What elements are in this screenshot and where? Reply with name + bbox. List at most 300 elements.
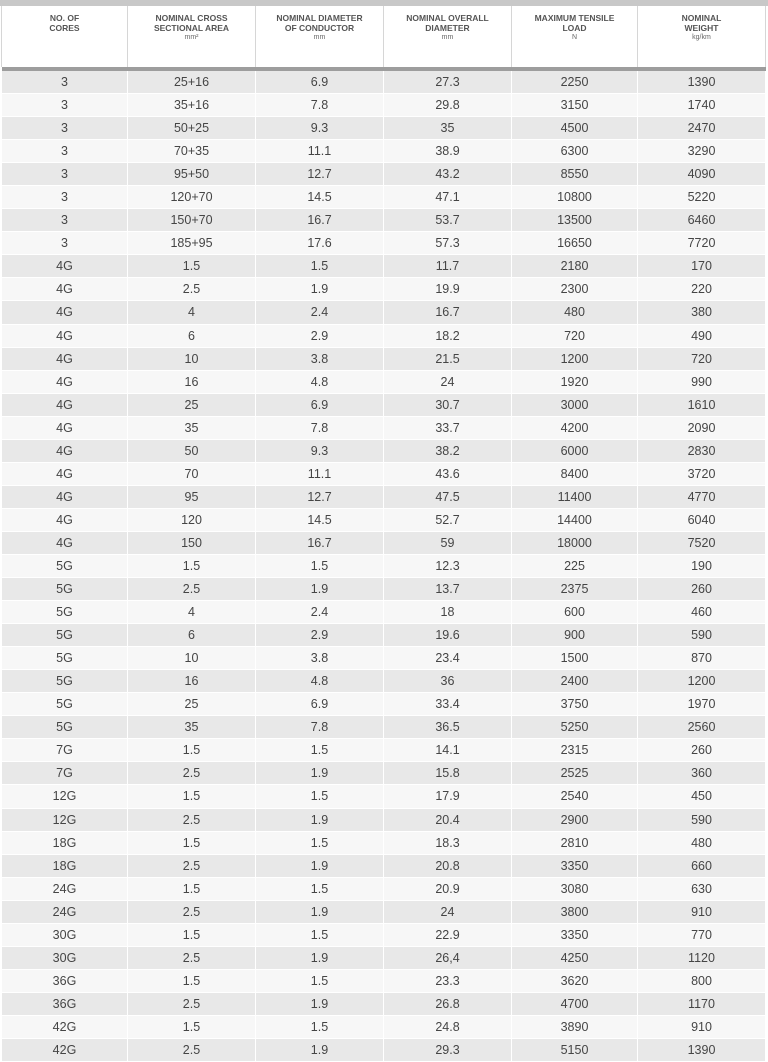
cell-conductor-diameter: 7.8: [256, 94, 384, 117]
cell-cross-section: 70: [128, 462, 256, 485]
cell-conductor-diameter: 14.5: [256, 186, 384, 209]
cell-cores: 5G: [2, 578, 128, 601]
cell-cross-section: 16: [128, 670, 256, 693]
cell-cross-section: 25: [128, 393, 256, 416]
cell-cores: 18G: [2, 831, 128, 854]
cell-conductor-diameter: 2.9: [256, 624, 384, 647]
cell-weight: 190: [638, 554, 766, 577]
cell-cores: 4G: [2, 301, 128, 324]
cell-overall-diameter: 36: [384, 670, 512, 693]
cell-weight: 590: [638, 808, 766, 831]
cell-cross-section: 1.5: [128, 554, 256, 577]
cell-cores: 3: [2, 232, 128, 255]
cell-cores: 7G: [2, 762, 128, 785]
cell-tensile-load: 1200: [512, 347, 638, 370]
cell-tensile-load: 3890: [512, 1015, 638, 1038]
cell-cores: 4G: [2, 439, 128, 462]
cell-weight: 6040: [638, 508, 766, 531]
cell-weight: 4090: [638, 163, 766, 186]
cell-tensile-load: 10800: [512, 186, 638, 209]
cell-overall-diameter: 43.6: [384, 462, 512, 485]
cell-cores: 7G: [2, 739, 128, 762]
cell-cores: 5G: [2, 670, 128, 693]
cell-conductor-diameter: 1.5: [256, 831, 384, 854]
cell-weight: 450: [638, 785, 766, 808]
cell-tensile-load: 3800: [512, 900, 638, 923]
header-overall-diameter: NOMINAL OVERALL DIAMETER mm: [384, 6, 512, 67]
cell-cross-section: 185+95: [128, 232, 256, 255]
cell-cross-section: 1.5: [128, 877, 256, 900]
cell-overall-diameter: 21.5: [384, 347, 512, 370]
cell-conductor-diameter: 1.9: [256, 578, 384, 601]
cell-weight: 3290: [638, 140, 766, 163]
cell-tensile-load: 3350: [512, 854, 638, 877]
cell-weight: 660: [638, 854, 766, 877]
cell-cross-section: 25: [128, 693, 256, 716]
cell-cores: 3: [2, 94, 128, 117]
cell-cores: 5G: [2, 693, 128, 716]
cell-weight: 360: [638, 762, 766, 785]
cell-cores: 4G: [2, 508, 128, 531]
cell-overall-diameter: 20.9: [384, 877, 512, 900]
cell-tensile-load: 225: [512, 554, 638, 577]
cell-cores: 5G: [2, 647, 128, 670]
cell-conductor-diameter: 1.9: [256, 992, 384, 1015]
cell-conductor-diameter: 4.8: [256, 370, 384, 393]
cell-tensile-load: 14400: [512, 508, 638, 531]
cell-tensile-load: 2180: [512, 255, 638, 278]
cell-weight: 1120: [638, 946, 766, 969]
cell-cross-section: 4: [128, 301, 256, 324]
cell-cross-section: 16: [128, 370, 256, 393]
cell-weight: 2470: [638, 117, 766, 140]
cell-cross-section: 2.5: [128, 578, 256, 601]
cell-conductor-diameter: 1.9: [256, 278, 384, 301]
cell-tensile-load: 4500: [512, 117, 638, 140]
cell-weight: 380: [638, 301, 766, 324]
cell-conductor-diameter: 1.5: [256, 969, 384, 992]
cell-conductor-diameter: 1.9: [256, 1038, 384, 1061]
table-row: [2, 255, 766, 278]
cell-cross-section: 2.5: [128, 808, 256, 831]
table-row: [2, 1038, 766, 1061]
table-row: [2, 370, 766, 393]
cell-conductor-diameter: 9.3: [256, 439, 384, 462]
cell-tensile-load: 2375: [512, 578, 638, 601]
cell-cores: 3: [2, 186, 128, 209]
cell-tensile-load: 8550: [512, 163, 638, 186]
cell-overall-diameter: 26.8: [384, 992, 512, 1015]
cell-cross-section: 1.5: [128, 1015, 256, 1038]
table-row: [2, 969, 766, 992]
cell-weight: 490: [638, 324, 766, 347]
cell-overall-diameter: 35: [384, 117, 512, 140]
cell-conductor-diameter: 1.9: [256, 900, 384, 923]
cell-tensile-load: 4700: [512, 992, 638, 1015]
cell-tensile-load: 3750: [512, 693, 638, 716]
cell-cores: 4G: [2, 324, 128, 347]
table-row: [2, 186, 766, 209]
cell-weight: 7520: [638, 531, 766, 554]
cell-overall-diameter: 18.3: [384, 831, 512, 854]
cell-conductor-diameter: 2.4: [256, 601, 384, 624]
table-row: [2, 762, 766, 785]
cell-conductor-diameter: 1.5: [256, 554, 384, 577]
cell-overall-diameter: 59: [384, 531, 512, 554]
cell-weight: 1170: [638, 992, 766, 1015]
table-row: [2, 877, 766, 900]
cell-overall-diameter: 24: [384, 900, 512, 923]
cell-conductor-diameter: 3.8: [256, 347, 384, 370]
cell-cross-section: 10: [128, 347, 256, 370]
cell-cores: 4G: [2, 278, 128, 301]
cell-cores: 36G: [2, 992, 128, 1015]
cell-tensile-load: 900: [512, 624, 638, 647]
cell-overall-diameter: 29.8: [384, 94, 512, 117]
cell-cross-section: 50+25: [128, 117, 256, 140]
table-row: [2, 278, 766, 301]
header-no-of-cores: NO. OF CORES: [2, 6, 128, 67]
cell-conductor-diameter: 6.9: [256, 693, 384, 716]
cell-conductor-diameter: 1.5: [256, 255, 384, 278]
cell-overall-diameter: 38.2: [384, 439, 512, 462]
cell-tensile-load: 6300: [512, 140, 638, 163]
table-row: [2, 831, 766, 854]
cell-cross-section: 70+35: [128, 140, 256, 163]
table-row: [2, 923, 766, 946]
cell-conductor-diameter: 9.3: [256, 117, 384, 140]
cell-conductor-diameter: 1.5: [256, 785, 384, 808]
cable-spec-table: [1, 6, 766, 1062]
cell-cross-section: 2.5: [128, 854, 256, 877]
cell-overall-diameter: 16.7: [384, 301, 512, 324]
cell-tensile-load: 4250: [512, 946, 638, 969]
table-row: [2, 71, 766, 94]
cell-overall-diameter: 20.8: [384, 854, 512, 877]
cell-conductor-diameter: 1.5: [256, 923, 384, 946]
cell-cores: 12G: [2, 808, 128, 831]
cell-cross-section: 6: [128, 624, 256, 647]
cell-cross-section: 1.5: [128, 923, 256, 946]
cell-tensile-load: 2810: [512, 831, 638, 854]
table-row: [2, 670, 766, 693]
table-header: [2, 6, 766, 71]
cell-tensile-load: 2250: [512, 71, 638, 94]
cell-tensile-load: 5150: [512, 1038, 638, 1061]
table-row: [2, 1015, 766, 1038]
cell-conductor-diameter: 3.8: [256, 647, 384, 670]
cell-conductor-diameter: 1.5: [256, 877, 384, 900]
cell-weight: 720: [638, 347, 766, 370]
cell-cores: 30G: [2, 946, 128, 969]
unit-label: mm: [441, 34, 454, 41]
cell-conductor-diameter: 1.9: [256, 946, 384, 969]
cell-cross-section: 35+16: [128, 94, 256, 117]
table-row: [2, 554, 766, 577]
table-row: [2, 601, 766, 624]
cell-tensile-load: 480: [512, 301, 638, 324]
table-row: [2, 624, 766, 647]
cell-cross-section: 150+70: [128, 209, 256, 232]
cell-cross-section: 120+70: [128, 186, 256, 209]
cell-conductor-diameter: 12.7: [256, 485, 384, 508]
cell-weight: 7720: [638, 232, 766, 255]
cell-weight: 260: [638, 578, 766, 601]
cell-conductor-diameter: 1.5: [256, 739, 384, 762]
table-row: [2, 117, 766, 140]
cell-weight: 260: [638, 739, 766, 762]
cell-weight: 170: [638, 255, 766, 278]
header-conductor-diameter: NOMINAL DIAMETER OF CONDUCTOR mm: [256, 6, 384, 67]
cell-cores: 5G: [2, 601, 128, 624]
cell-tensile-load: 2540: [512, 785, 638, 808]
cell-overall-diameter: 18.2: [384, 324, 512, 347]
table-row: [2, 462, 766, 485]
cell-tensile-load: 3150: [512, 94, 638, 117]
cell-overall-diameter: 12.3: [384, 554, 512, 577]
cell-cross-section: 95+50: [128, 163, 256, 186]
cell-cores: 4G: [2, 531, 128, 554]
cell-tensile-load: 3000: [512, 393, 638, 416]
cell-tensile-load: 1500: [512, 647, 638, 670]
unit-label: N: [571, 34, 578, 41]
cell-overall-diameter: 47.5: [384, 485, 512, 508]
table-row: [2, 808, 766, 831]
cell-tensile-load: 8400: [512, 462, 638, 485]
cell-cores: 5G: [2, 554, 128, 577]
cell-weight: 910: [638, 1015, 766, 1038]
cell-cores: 3: [2, 71, 128, 94]
cell-cores: 4G: [2, 255, 128, 278]
cell-conductor-diameter: 11.1: [256, 140, 384, 163]
cell-overall-diameter: 24.8: [384, 1015, 512, 1038]
cell-overall-diameter: 13.7: [384, 578, 512, 601]
cell-cross-section: 2.5: [128, 278, 256, 301]
cell-weight: 5220: [638, 186, 766, 209]
table-row: [2, 439, 766, 462]
cell-tensile-load: 2300: [512, 278, 638, 301]
unit-label: mm²: [184, 34, 199, 41]
cell-cores: 3: [2, 163, 128, 186]
table-row: [2, 140, 766, 163]
cell-tensile-load: 3350: [512, 923, 638, 946]
cell-conductor-diameter: 2.4: [256, 301, 384, 324]
cell-overall-diameter: 19.9: [384, 278, 512, 301]
cell-weight: 590: [638, 624, 766, 647]
cell-cores: 42G: [2, 1015, 128, 1038]
cell-weight: 4770: [638, 485, 766, 508]
cell-conductor-diameter: 1.9: [256, 854, 384, 877]
cell-overall-diameter: 47.1: [384, 186, 512, 209]
table-row: [2, 416, 766, 439]
table-row: [2, 209, 766, 232]
cell-weight: 630: [638, 877, 766, 900]
table-row: [2, 647, 766, 670]
cell-cores: 3: [2, 117, 128, 140]
table-row: [2, 578, 766, 601]
table-body: [2, 71, 766, 1062]
cell-tensile-load: 2315: [512, 739, 638, 762]
cell-cores: 4G: [2, 347, 128, 370]
cell-weight: 480: [638, 831, 766, 854]
cell-cross-section: 1.5: [128, 831, 256, 854]
unit-label: kg/km: [692, 34, 711, 41]
cell-conductor-diameter: 1.5: [256, 1015, 384, 1038]
cell-cores: 5G: [2, 716, 128, 739]
cell-conductor-diameter: 4.8: [256, 670, 384, 693]
table-row: [2, 393, 766, 416]
table-row: [2, 785, 766, 808]
table-row: [2, 716, 766, 739]
table-row: [2, 94, 766, 117]
cell-weight: 1970: [638, 693, 766, 716]
cell-overall-diameter: 38.9: [384, 140, 512, 163]
cell-conductor-diameter: 1.9: [256, 808, 384, 831]
cell-tensile-load: 2900: [512, 808, 638, 831]
cell-conductor-diameter: 6.9: [256, 393, 384, 416]
cell-cores: 3: [2, 140, 128, 163]
cell-tensile-load: 2400: [512, 670, 638, 693]
table-row: [2, 324, 766, 347]
cell-overall-diameter: 36.5: [384, 716, 512, 739]
cell-cores: 36G: [2, 969, 128, 992]
cell-cross-section: 35: [128, 716, 256, 739]
cell-conductor-diameter: 1.9: [256, 762, 384, 785]
cell-weight: 1200: [638, 670, 766, 693]
cell-cores: 5G: [2, 624, 128, 647]
header-max-tensile-load: MAXIMUM TENSILE LOAD N: [512, 6, 638, 67]
cell-overall-diameter: 53.7: [384, 209, 512, 232]
cell-overall-diameter: 23.4: [384, 647, 512, 670]
cell-weight: 2830: [638, 439, 766, 462]
cell-tensile-load: 6000: [512, 439, 638, 462]
cell-weight: 2090: [638, 416, 766, 439]
cell-tensile-load: 3620: [512, 969, 638, 992]
cell-conductor-diameter: 14.5: [256, 508, 384, 531]
cell-overall-diameter: 19.6: [384, 624, 512, 647]
cell-cores: 24G: [2, 900, 128, 923]
cell-weight: 460: [638, 601, 766, 624]
cell-cross-section: 2.5: [128, 762, 256, 785]
cell-overall-diameter: 18: [384, 601, 512, 624]
cell-overall-diameter: 17.9: [384, 785, 512, 808]
cell-conductor-diameter: 17.6: [256, 232, 384, 255]
cell-cross-section: 35: [128, 416, 256, 439]
table-row: [2, 992, 766, 1015]
cell-conductor-diameter: 16.7: [256, 531, 384, 554]
cell-overall-diameter: 29.3: [384, 1038, 512, 1061]
header-cross-sectional-area: NOMINAL CROSS SECTIONAL AREA mm²: [128, 6, 256, 67]
cell-overall-diameter: 27.3: [384, 71, 512, 94]
cell-conductor-diameter: 2.9: [256, 324, 384, 347]
cell-overall-diameter: 20.4: [384, 808, 512, 831]
table-row: [2, 347, 766, 370]
cell-weight: 910: [638, 900, 766, 923]
cell-weight: 220: [638, 278, 766, 301]
cell-conductor-diameter: 16.7: [256, 209, 384, 232]
cell-cross-section: 1.5: [128, 785, 256, 808]
cell-conductor-diameter: 12.7: [256, 163, 384, 186]
cell-overall-diameter: 33.4: [384, 693, 512, 716]
cell-cores: 12G: [2, 785, 128, 808]
cell-cross-section: 6: [128, 324, 256, 347]
cell-cores: 4G: [2, 485, 128, 508]
cell-cross-section: 120: [128, 508, 256, 531]
table-row: [2, 946, 766, 969]
table-row: [2, 739, 766, 762]
cell-tensile-load: 1920: [512, 370, 638, 393]
cell-overall-diameter: 14.1: [384, 739, 512, 762]
cell-overall-diameter: 11.7: [384, 255, 512, 278]
cell-conductor-diameter: 6.9: [256, 71, 384, 94]
table-row: [2, 301, 766, 324]
cell-cross-section: 25+16: [128, 71, 256, 94]
cell-conductor-diameter: 11.1: [256, 462, 384, 485]
cell-weight: 2560: [638, 716, 766, 739]
cell-cross-section: 1.5: [128, 255, 256, 278]
cell-overall-diameter: 33.7: [384, 416, 512, 439]
table-row: [2, 900, 766, 923]
cell-overall-diameter: 22.9: [384, 923, 512, 946]
cell-cores: 4G: [2, 462, 128, 485]
cell-cores: 30G: [2, 923, 128, 946]
cell-weight: 6460: [638, 209, 766, 232]
cell-weight: 1740: [638, 94, 766, 117]
cell-overall-diameter: 57.3: [384, 232, 512, 255]
cell-tensile-load: 18000: [512, 531, 638, 554]
cell-tensile-load: 11400: [512, 485, 638, 508]
cell-weight: 800: [638, 969, 766, 992]
cell-conductor-diameter: 7.8: [256, 416, 384, 439]
unit-label: mm: [313, 34, 326, 41]
cell-tensile-load: 5250: [512, 716, 638, 739]
table-row: [2, 693, 766, 716]
table-row: [2, 508, 766, 531]
cell-cross-section: 1.5: [128, 969, 256, 992]
cell-overall-diameter: 23.3: [384, 969, 512, 992]
cell-overall-diameter: 24: [384, 370, 512, 393]
cell-cross-section: 2.5: [128, 900, 256, 923]
cell-cross-section: 2.5: [128, 946, 256, 969]
cell-cross-section: 50: [128, 439, 256, 462]
cell-overall-diameter: 15.8: [384, 762, 512, 785]
table-row: [2, 232, 766, 255]
cell-overall-diameter: 43.2: [384, 163, 512, 186]
table-row: [2, 485, 766, 508]
cell-cross-section: 2.5: [128, 992, 256, 1015]
cell-overall-diameter: 26,4: [384, 946, 512, 969]
cell-conductor-diameter: 7.8: [256, 716, 384, 739]
header-nominal-weight: NOMINAL WEIGHT kg/km: [638, 6, 766, 67]
cell-tensile-load: 3080: [512, 877, 638, 900]
cell-weight: 1390: [638, 71, 766, 94]
cell-cores: 42G: [2, 1038, 128, 1061]
cell-cores: 24G: [2, 877, 128, 900]
table-row: [2, 163, 766, 186]
cell-tensile-load: 16650: [512, 232, 638, 255]
cell-weight: 3720: [638, 462, 766, 485]
cell-tensile-load: 2525: [512, 762, 638, 785]
header-row: [2, 6, 766, 67]
cell-cores: 18G: [2, 854, 128, 877]
cell-weight: 870: [638, 647, 766, 670]
cell-weight: 1390: [638, 1038, 766, 1061]
cell-cores: 4G: [2, 370, 128, 393]
cell-overall-diameter: 30.7: [384, 393, 512, 416]
cell-weight: 1610: [638, 393, 766, 416]
cell-tensile-load: 600: [512, 601, 638, 624]
cell-tensile-load: 4200: [512, 416, 638, 439]
